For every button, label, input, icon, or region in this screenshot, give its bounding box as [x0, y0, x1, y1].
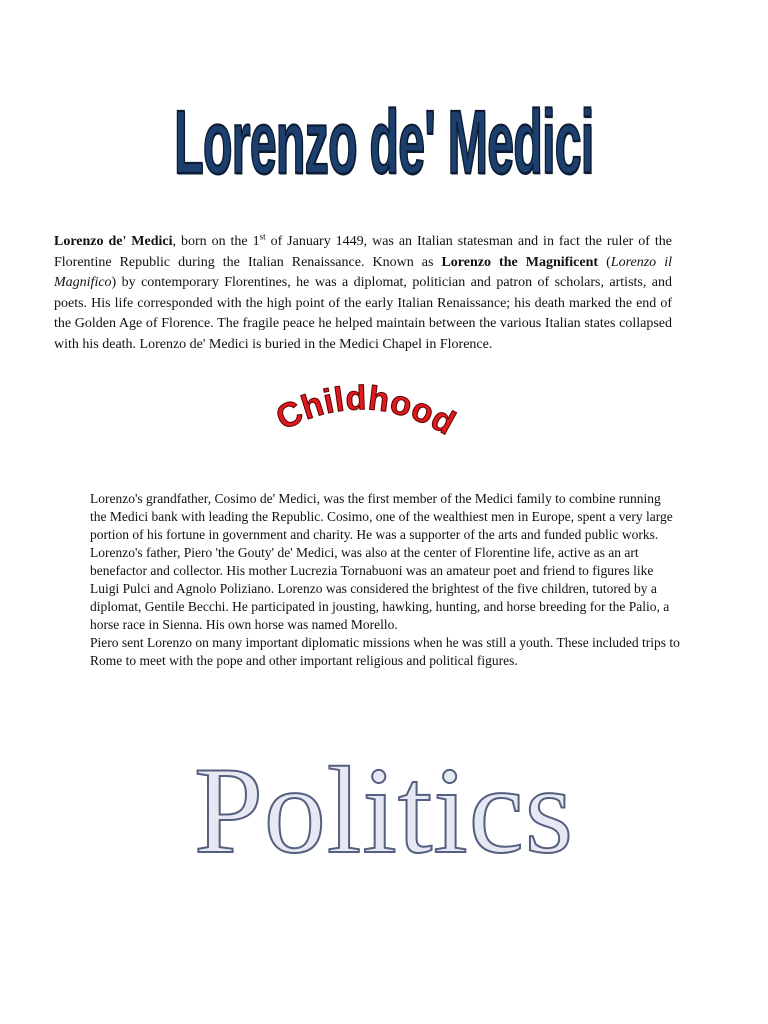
- intro-italian-name: Lorenzo il Magnifico: [54, 254, 672, 290]
- politics-heading: Politics: [193, 742, 575, 879]
- intro-magnificent: Lorenzo the Magnificent: [441, 254, 599, 270]
- childhood-heading-graphic: [250, 378, 480, 458]
- childhood-paragraph-2: Piero sent Lorenzo on many important diplomatic missions when he was still a youth. These included trips to Rome to meet with the pope and other important religious and political figures.: [90, 635, 680, 668]
- page-title: Lorenzo de' Medici: [174, 93, 594, 194]
- intro-born-text: , born on the 1: [172, 234, 260, 249]
- intro-text-1: of January 1449, was an Italian statesman and in fact the ruler of the Florentine Republic during the Italian Renaissance. Known as: [54, 234, 672, 270]
- childhood-paragraph-1: Lorenzo's grandfather, Cosimo de' Medici, was the first member of the Medici family to combine running the Medici bank with leading the Republic. Cosimo, one of the wealthiest men in Europe, spent a very large portion of his fortune in government and charity. He was a supporter of the arts and funded public works. Lorenzo's father, Piero 'the Gouty' de' Medici, was also at the center of Florentine life, active as an art benefactor and collector. His mother Lucrezia Tornabuoni was an amateur poet and friend to figures like Luigi Pulci and Agnolo Poliziano. Lorenzo was considered the brightest of the five children, tutored by a diplomat, Gentile Becchi. He participated in jousting, hawking, hunting, and horse breeding for the Palio, a horse race in Sienna. His own horse was named Morello.: [90, 491, 673, 632]
- childhood-heading: Childhood: [270, 379, 462, 443]
- childhood-section: [90, 490, 680, 670]
- intro-name: Lorenzo de' Medici: [54, 234, 173, 249]
- intro-paren-open: (: [598, 254, 611, 270]
- svg-text:Childhood: [270, 379, 461, 443]
- intro-text-2: ) by contemporary Florentines, he was a diplomat, politician and patron of scholars, artists, and poets. His life corresponded with the high point of the early Italian Renaissance; his death marked the end of the Golden Age of Florence. The fragile peace he helped maintain between the various Italian states collapsed with his death. Lorenzo de' Medici is buried in the Medici Chapel in Florence.: [54, 275, 672, 352]
- title-container: [0, 70, 768, 210]
- intro-paragraph: [54, 232, 672, 355]
- intro-ordinal: st: [259, 231, 266, 242]
